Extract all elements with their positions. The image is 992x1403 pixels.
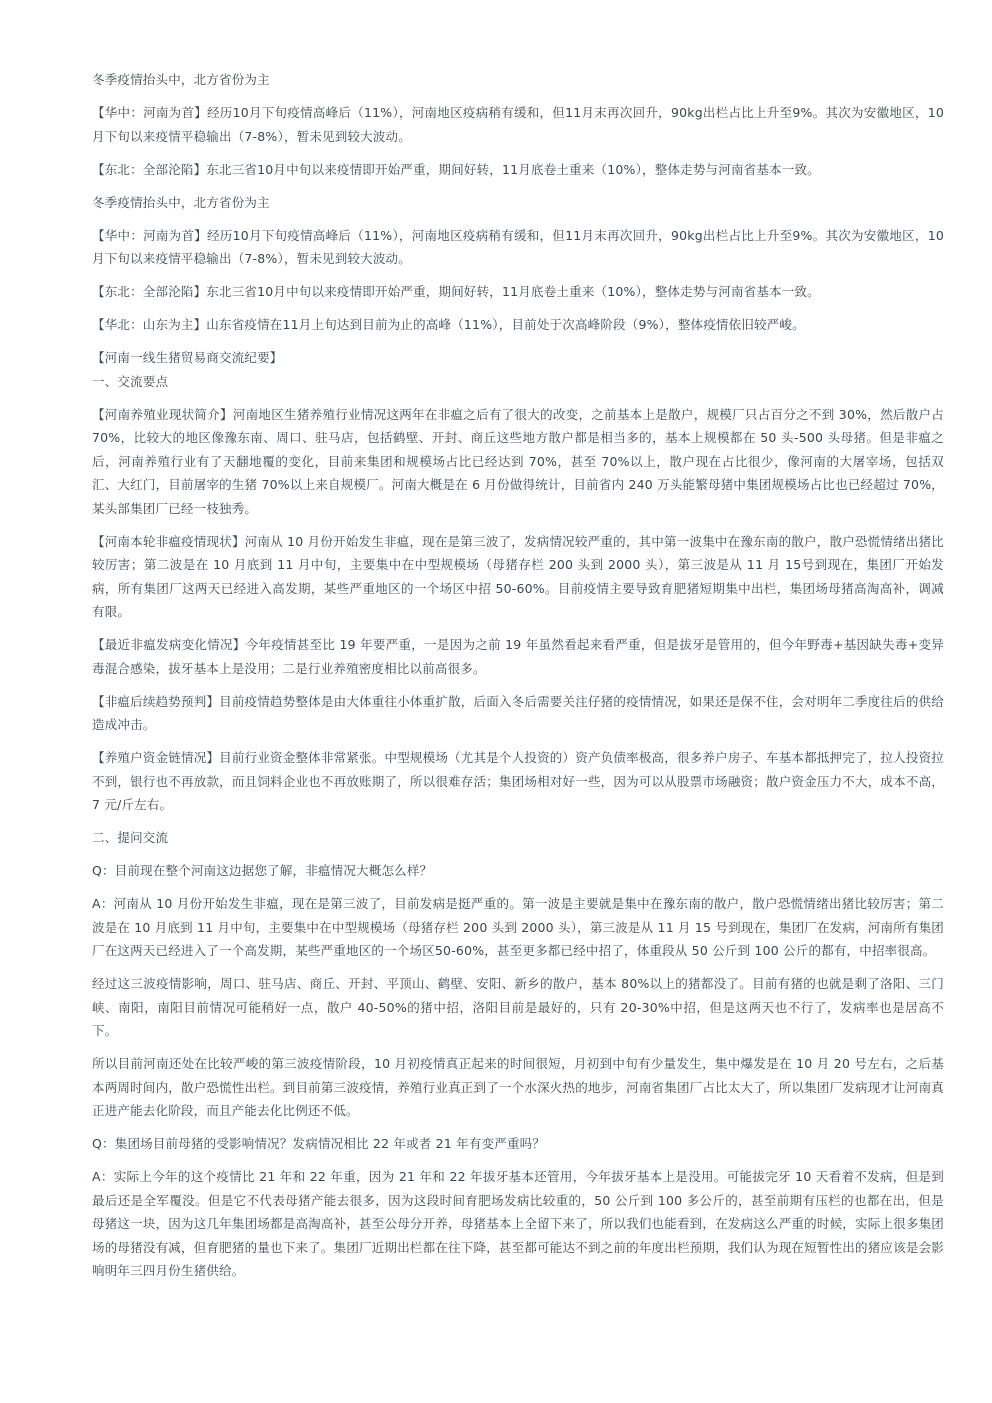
- paragraph-central-china-repeat: 【华中：河南为首】经历10月下旬疫情高峰后（11%），河南地区疫病稍有缓和，但11月末再次回升，90kg出栏占比上升至9%。其次为安徽地区，10月下旬以来疫情平稳输出（7-8%），暂未见到较大波动。: [92, 227, 944, 266]
- document-page: [92, 68, 944, 1292]
- paragraph-trend-forecast: 【非瘟后续趋势预判】目前疫情趋势整体是由大体重往小体重扩散，后面入冬后需要关注仔猪的疫情情况，如果还是保不住，会对明年二季度往后的供给造成冲击。: [92, 693, 944, 732]
- section-heading-qa: 二、提问交流: [92, 830, 169, 845]
- section-heading-minutes: 【河南一线生猪贸易商交流纪要】: [92, 350, 283, 365]
- paragraph-central-china: 【华中：河南为首】经历10月下旬疫情高峰后（11%），河南地区疫病稍有缓和，但11月末再次回升，90kg出栏占比上升至9%。其次为安徽地区，10月下旬以来疫情平稳输出（7-8%），暂未见到较大波动。: [92, 105, 944, 144]
- paragraph-funding: 【养殖户资金链情况】目前行业资金整体非常紧张。中型规模场（尤其是个人投资的）资产负债率极高，很多养户房子、车基本都抵押完了，拉人投资拉不到，银行也不再放款，而且饲料企业也不再放账期了，所以很难存活；集团场相对好一些，因为可以从股票市场融资；散户资金压力不大，成本不高，7 元/斤左右。: [92, 750, 944, 812]
- paragraph-recent-changes: 【最近非瘟发病变化情况】今年疫情甚至比 19 年要严重，一是因为之前 19 年虽然看起来看严重，但是拔牙是管用的，但今年野毒+基因缺失毒+变异毒混合感染，拔牙基本上是没用；二是行业养殖密度相比以前高很多。: [92, 637, 944, 676]
- paragraph-north-china: 【华北：山东为主】山东省疫情在11月上旬达到目前为止的高峰（11%），目前处于次高峰阶段（9%），整体疫情依旧较严峻。: [92, 317, 805, 332]
- question-1: Q：目前现在整个河南这边据您了解，非瘟情况大概怎么样？: [92, 863, 433, 878]
- section-heading-key-points: 一、交流要点: [92, 373, 169, 389]
- question-2: Q：集团场目前母猪的受影响情况？发病情况相比 22 年或者 21 年有变严重吗？: [92, 1136, 546, 1151]
- paragraph-title-winter: 冬季疫情抬头中，北方省份为主: [92, 72, 270, 87]
- paragraph-henan-overview: 【河南养殖业现状简介】河南地区生猪养殖行业情况这两年在非瘟之后有了很大的改变，之前基本上是散户，规模厂只占百分之不到 30%，然后散户占 70%，比较大的地区像豫东南、周口、驻马店，包括鹤壁、开封、商丘这些地方散户都是相当多的，基本上规模都在 50 头-500 头母猪。但是非瘟之后，河南养殖行业有了天翻地覆的变化，目前来集团和规模场占比已经达到 70%，甚至 70%以上，散户现在占比很少，像河南的大屠宰场，包括双汇、大红门，目前屠宰的生猪 70%以上来自规模厂。河南大概是在 6 月份做得统计，目前省内 240 万头能繁母猪中集团规模场占比也已经超过 70%，某头部集团厂已经一枝独秀。: [92, 406, 944, 516]
- answer-2: A：实际上今年的这个疫情比 21 年和 22 年重，因为 21 年和 22 年拔牙基本还管用，今年拔牙基本上是没用。可能拔完牙 10 天看着不发病，但是到最后还是全军覆没。但是它不代表母猪产能去很多，因为这段时间育肥场发病比较重的，50 公斤到 100 多公斤的，甚至前期有压栏的也都在出，但是母猪这一块，因为这几年集团场都是高淘高补，甚至公母分开养，母猪基本上全留下来了，所以我们也能看到，在发病这么严重的时候，实际上很多集团场的母猪没有减，但育肥猪的量也下来了。集团厂近期出栏都在往下降，甚至都可能达不到之前的年度出栏预期，我们认为现在短暂性出的猪应该是会影响明年三四月份生猪供给。: [92, 1169, 944, 1278]
- paragraph-northeast-repeat: 【东北：全部沦陷】东北三省10月中旬以来疫情即开始严重，期间好转，11月底卷土重来（10%），整体走势与河南省基本一致。: [92, 284, 820, 299]
- paragraph-henan-outbreak: 【河南本轮非瘟疫情现状】河南从 10 月份开始发生非瘟，现在是第三波了，发病情况较严重的，其中第一波集中在豫东南的散户，散户恐慌情绪出猪比较厉害；第二波是在 10 月底到 11 月中旬，主要集中在中型规模场（母猪存栏 200 头到 2000 头），第三波是从 11 月 15号到现在，集团厂开始发病，所有集团厂这两天已经进入高发期，某些严重地区的一个场区中招 50-60%。目前疫情主要导致育肥猪短期集中出栏，集团场母猪高淘高补，调减有限。: [92, 533, 944, 619]
- paragraph-title-winter-repeat: 冬季疫情抬头中，北方省份为主: [92, 194, 270, 210]
- answer-1-continued: 经过这三波疫情影响，周口、驻马店、商丘、开封、平顶山、鹤壁、安阳、新乡的散户，基本 80%以上的猪都没了。目前有猪的也就是剩了洛阳、三门峡、南阳，南阳目前情况可能稍好一点，散户 40-50%的猪中招，洛阳目前是最好的，只有 20-30%中招，但是这两天也不行了，发病率也是居高不下。: [92, 976, 944, 1038]
- answer-1-summary: 所以目前河南还处在比较严峻的第三波疫情阶段，10 月初疫情真正起来的时间很短，月初到中旬有少量发生，集中爆发是在 10 月 20 号左右，之后基本两周时间内，散户恐慌性出栏。到目前第三波疫情，养殖行业真正到了一个水深火热的地步，河南省集团厂占比太大了，所以集团厂发病现才让河南真正进产能去化阶段，而且产能去化比例还不低。: [92, 1056, 944, 1118]
- paragraph-northeast: 【东北：全部沦陷】东北三省10月中旬以来疫情即开始严重，期间好转，11月底卷土重来（10%），整体走势与河南省基本一致。: [92, 161, 820, 177]
- answer-1: A：河南从 10 月份开始发生非瘟，现在是第三波了，目前发病是挺严重的。第一波是主要就是集中在豫东南的散户，散户恐慌情绪出猪比较厉害；第二波是在 10 月底到 11 月中旬，主要集中在中型规模场（母猪存栏 200 头到 2000 头），第三波是从 11 月 15 号到现在，集团厂在发病，河南所有集团厂在这两天已经进入了一个高发期，某些严重地区的一个场区50-60%，甚至更多都已经中招了，体重段从 50 公斤到 100 公斤的都有，中招率很高。: [92, 896, 944, 958]
